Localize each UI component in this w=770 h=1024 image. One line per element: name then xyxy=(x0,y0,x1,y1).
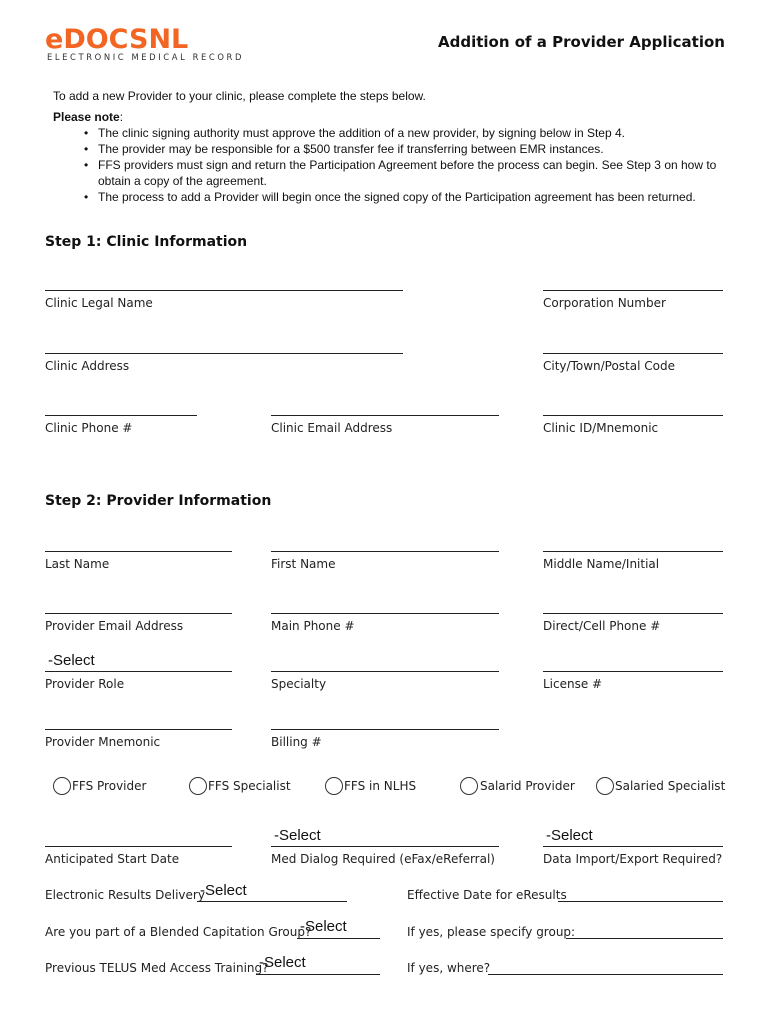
provider-role-label: Provider Role xyxy=(45,677,125,691)
salarid-provider-label: Salarid Provider xyxy=(480,779,575,793)
notes-list xyxy=(84,125,724,205)
billing-label: Billing # xyxy=(271,735,322,749)
where-label: If yes, where? xyxy=(407,961,491,975)
logo-docs: DOCS xyxy=(63,24,149,55)
main-phone-field[interactable] xyxy=(271,613,499,614)
salaried-specialist-radio[interactable] xyxy=(596,777,614,795)
anticipated-start-label: Anticipated Start Date xyxy=(45,852,180,866)
note-item: • The clinic signing authority must approve the addition of a new provider, by signing below in Step 4. xyxy=(84,125,724,141)
specialty-field[interactable] xyxy=(271,671,499,672)
city-town-postal-label: City/Town/Postal Code xyxy=(543,359,675,373)
specialty-label: Specialty xyxy=(271,677,327,691)
ffs-specialist-label: FFS Specialist xyxy=(208,779,291,793)
salaried-specialist-label: Salaried Specialist xyxy=(615,779,726,793)
logo-subtitle: ELECTRONIC MEDICAL RECORD xyxy=(47,52,245,62)
clinic-legal-name-label: Clinic Legal Name xyxy=(45,296,153,310)
data-import-field[interactable] xyxy=(543,846,723,847)
intro-text: To add a new Provider to your clinic, please complete the steps below. xyxy=(53,89,426,103)
please-note-colon: : xyxy=(119,110,124,124)
clinic-phone-label: Clinic Phone # xyxy=(45,421,133,435)
corporation-number-field[interactable] xyxy=(543,290,723,291)
med-dialog-select[interactable]: -Select xyxy=(274,827,321,844)
clinic-id-label: Clinic ID/Mnemonic xyxy=(543,421,659,435)
telus-training-field[interactable] xyxy=(256,974,380,975)
first-name-label: First Name xyxy=(271,557,336,571)
specify-group-field[interactable] xyxy=(566,938,723,939)
note-item: • FFS providers must sign and return the Participation Agreement before the process can begin. See Step 3 on how to obtain a copy of the agreement. xyxy=(84,157,724,189)
specify-group-label: If yes, please specify group: xyxy=(407,925,576,939)
provider-email-label: Provider Email Address xyxy=(45,619,184,633)
page-title: Addition of a Provider Application xyxy=(438,33,725,51)
clinic-email-field[interactable] xyxy=(271,415,499,416)
electronic-results-select[interactable]: -Select xyxy=(200,882,247,899)
middle-name-label: Middle Name/Initial xyxy=(543,557,660,571)
electronic-results-field[interactable] xyxy=(197,901,347,902)
step1-heading: Step 1: Clinic Information xyxy=(45,234,248,250)
effective-date-label: Effective Date for eResults xyxy=(407,888,567,902)
data-import-select[interactable]: -Select xyxy=(546,827,593,844)
first-name-field[interactable] xyxy=(271,551,499,552)
ffs-provider-radio[interactable] xyxy=(53,777,71,795)
clinic-address-label: Clinic Address xyxy=(45,359,130,373)
effective-date-field[interactable] xyxy=(558,901,723,902)
middle-name-field[interactable] xyxy=(543,551,723,552)
blended-group-label: Are you part of a Blended Capitation Group? xyxy=(45,925,312,939)
clinic-email-label: Clinic Email Address xyxy=(271,421,393,435)
ffs-in-nlhs-radio[interactable] xyxy=(325,777,343,795)
license-label: License # xyxy=(543,677,603,691)
ffs-in-nlhs-label: FFS in NLHS xyxy=(344,779,417,793)
city-town-postal-field[interactable] xyxy=(543,353,723,354)
med-dialog-label: Med Dialog Required (eFax/eReferral) xyxy=(271,852,495,866)
step2-heading: Step 2: Provider Information xyxy=(45,493,272,509)
logo-nl: NL xyxy=(148,24,189,55)
edocsnl-logo xyxy=(45,26,188,53)
please-note xyxy=(53,110,123,124)
where-field[interactable] xyxy=(488,974,723,975)
ffs-provider-label: FFS Provider xyxy=(72,779,147,793)
anticipated-start-field[interactable] xyxy=(45,846,232,847)
provider-role-field[interactable] xyxy=(45,671,232,672)
direct-cell-label: Direct/Cell Phone # xyxy=(543,619,661,633)
logo-e: e xyxy=(45,24,64,55)
direct-cell-field[interactable] xyxy=(543,613,723,614)
provider-email-field[interactable] xyxy=(45,613,232,614)
clinic-phone-field[interactable] xyxy=(45,415,197,416)
blended-group-field[interactable] xyxy=(297,938,380,939)
salarid-provider-radio[interactable] xyxy=(460,777,478,795)
please-note-label: Please note xyxy=(53,110,120,124)
corporation-number-label: Corporation Number xyxy=(543,296,666,310)
note-item: • The provider may be responsible for a $500 transfer fee if transferring between EMR instances. xyxy=(84,141,724,157)
data-import-label: Data Import/Export Required? xyxy=(543,852,723,866)
billing-field[interactable] xyxy=(271,729,499,730)
provider-mnemonic-label: Provider Mnemonic xyxy=(45,735,161,749)
clinic-legal-name-field[interactable] xyxy=(45,290,403,291)
blended-group-select[interactable]: -Select xyxy=(300,918,347,935)
clinic-id-field[interactable] xyxy=(543,415,723,416)
telus-training-select[interactable]: -Select xyxy=(259,954,306,971)
license-field[interactable] xyxy=(543,671,723,672)
electronic-results-label: Electronic Results Delivery xyxy=(45,888,205,902)
last-name-field[interactable] xyxy=(45,551,232,552)
main-phone-label: Main Phone # xyxy=(271,619,355,633)
last-name-label: Last Name xyxy=(45,557,110,571)
telus-training-label: Previous TELUS Med Access Training? xyxy=(45,961,269,975)
med-dialog-field[interactable] xyxy=(271,846,499,847)
note-item: • The process to add a Provider will begin once the signed copy of the Participation agreement has been returned. xyxy=(84,189,724,205)
ffs-specialist-radio[interactable] xyxy=(189,777,207,795)
provider-role-select[interactable]: -Select xyxy=(48,652,95,669)
provider-mnemonic-field[interactable] xyxy=(45,729,232,730)
clinic-address-field[interactable] xyxy=(45,353,403,354)
